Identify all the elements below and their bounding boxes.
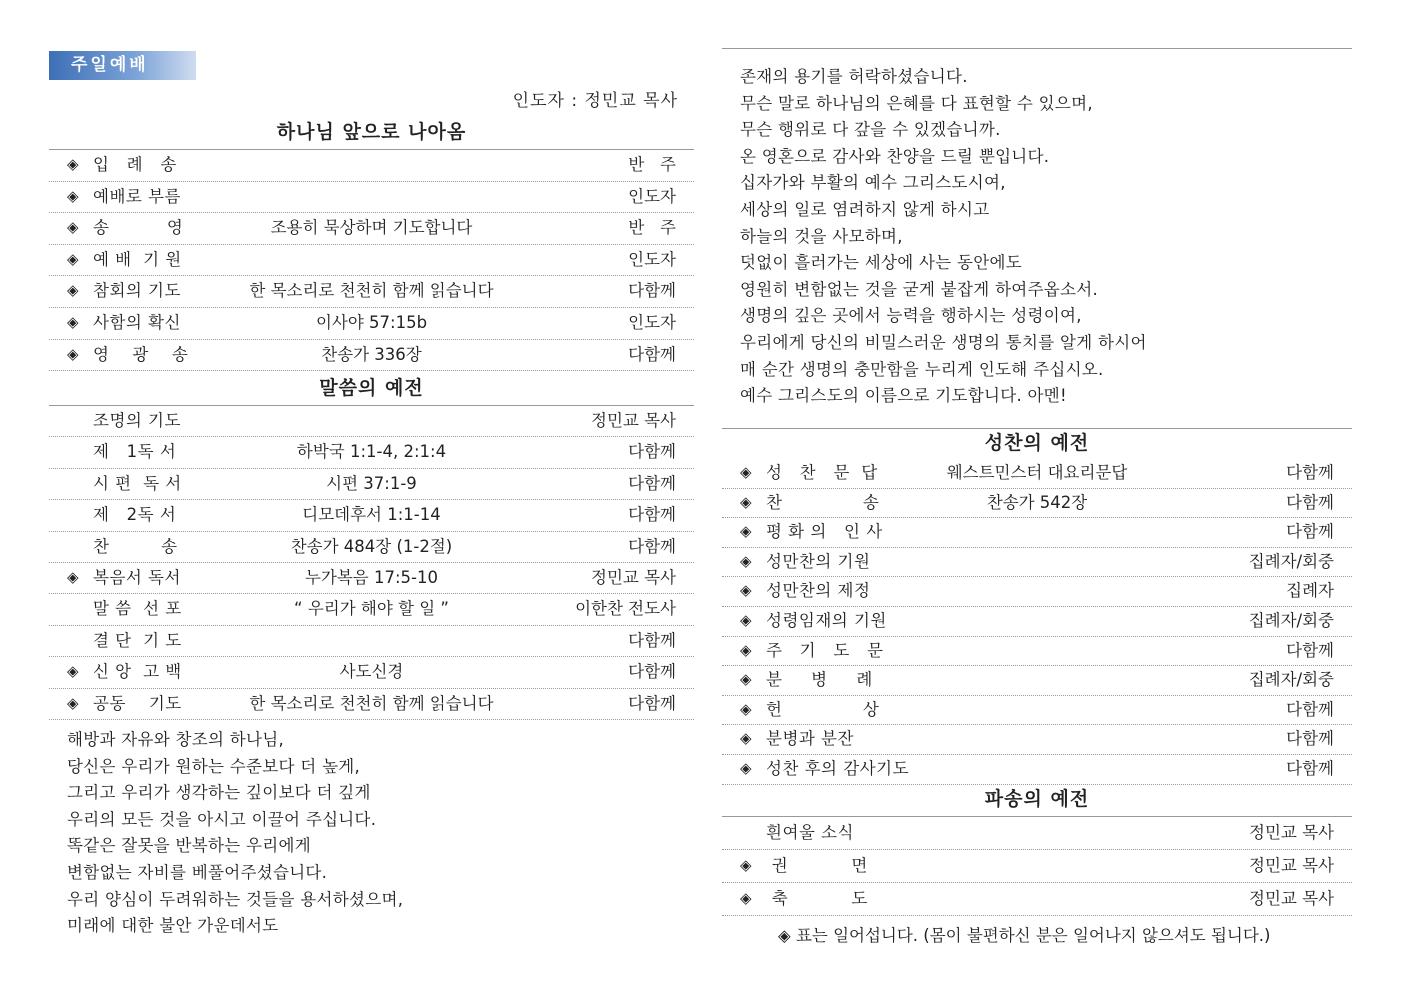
order-row — [49, 307, 694, 340]
order-item-leader: 반 주 — [628, 218, 676, 238]
order-item-leader: 다함께 — [1286, 463, 1334, 482]
order-item-leader: 이한찬 전도사 — [575, 599, 676, 619]
prayer-line: 온 영혼으로 감사와 찬양을 드릴 뿐입니다. — [740, 146, 1050, 166]
order-row — [722, 606, 1352, 637]
prayer-line: 예수 그리스도의 이름으로 기도합니다. 아멘! — [740, 386, 1067, 406]
order-item-detail: 이사야 57:15b — [315, 313, 428, 332]
order-row — [49, 405, 694, 437]
order-item-name: 성찬 후의 감사기도 — [766, 759, 910, 778]
diamond-icon: ◈ — [740, 551, 752, 570]
order-item-detail: 하박국 1:1-4, 2:1:4 — [296, 442, 447, 462]
prayer-line: 덧없이 흘러가는 세상에 사는 동안에도 — [740, 253, 1023, 273]
order-item-leader: 다함께 — [1286, 492, 1334, 512]
order-item-detail: 조용히 묵상하며 기도합니다 — [270, 218, 473, 238]
order-item-leader: 다함께 — [628, 442, 676, 462]
order-item-name: 헌 상 — [766, 699, 880, 719]
order-row — [722, 849, 1352, 883]
standing-note — [778, 922, 1270, 946]
order-item-name: 제 1독 서 — [93, 442, 177, 462]
order-item-leader: 다함께 — [628, 505, 676, 525]
diamond-icon: ◈ — [740, 729, 752, 748]
prayer-line: 존재의 용기를 허락하셨습니다. — [740, 67, 968, 86]
order-row — [722, 724, 1352, 755]
order-item-name: 결 단 기 도 — [93, 630, 182, 650]
diamond-icon: ◈ — [740, 611, 752, 629]
prayer-line: 미래에 대한 불안 가운데서도 — [67, 916, 279, 936]
divider — [722, 48, 1352, 49]
prayer-line: 무슨 말로 하나님의 은혜를 다 표현할 수 있으며, — [740, 93, 1093, 113]
order-item-name: 참회의 기도 — [93, 281, 181, 301]
prayer-line: 우리에게 당신의 비밀스러운 생명의 통치를 알게 하시어 — [740, 332, 1147, 352]
order-item-leader: 집례자 — [1286, 581, 1334, 601]
order-item-name: 분 병 례 — [766, 670, 873, 690]
order-item-detail: 한 목소리로 천천히 함께 읽습니다 — [249, 693, 494, 713]
order-item-name: 송 영 — [93, 218, 184, 238]
prayer-line: 변함없는 자비를 베풀어주셨습니다. — [67, 862, 328, 882]
order-item-name: 평 화 의 인 사 — [766, 522, 883, 542]
order-item-leader: 다함께 — [1286, 640, 1334, 660]
prayer-line: 당신은 우리가 원하는 수준보다 더 높게, — [67, 756, 361, 776]
order-item-leader: 정민교 목사 — [591, 568, 676, 587]
order-item-leader: 다함께 — [1286, 699, 1334, 719]
prayer-line: 무슨 행위로 다 갚을 수 있겠습니까. — [740, 120, 1001, 140]
prayer-line: 우리의 모든 것을 아시고 이끌어 주십니다. — [67, 809, 377, 829]
service-tag: 주일예배 — [49, 51, 196, 80]
section-title-communion: 성찬의 예전 — [984, 432, 1090, 454]
order-item-detail: 찬송가 542장 — [986, 492, 1088, 512]
order-row — [49, 212, 694, 245]
prayer-line: 똑같은 잘못을 반복하는 우리에게 — [67, 836, 311, 856]
order-item-leader: 집례자/회중 — [1248, 670, 1334, 690]
order-row — [49, 593, 694, 625]
prayer-line: 십자가와 부활의 예수 그리스도시여, — [740, 173, 1006, 193]
prayer-line: 매 순간 생명의 충만함을 누리게 인도해 주십시오. — [740, 359, 1104, 379]
order-item-detail: 한 목소리로 천천히 함께 읽습니다 — [249, 281, 494, 301]
prayer-line: 세상의 일로 염려하지 않게 하시고 — [740, 199, 990, 219]
order-item-leader: 다함께 — [628, 693, 676, 713]
prayer-line: 우리 양심이 두려워하는 것들을 용서하셨으며, — [67, 889, 404, 909]
prayer-line: 영원히 변함없는 것을 굳게 붙잡게 하여주옵소서. — [740, 279, 1099, 299]
order-item-name: 성 찬 문 답 — [766, 463, 878, 482]
order-item-name: 축 도 — [766, 889, 868, 908]
order-item-leader: 다함께 — [628, 344, 676, 364]
order-item-leader: 다함께 — [628, 662, 676, 682]
order-row — [722, 458, 1352, 489]
order-item-detail: 시편 37:1-9 — [326, 473, 417, 493]
order-item-leader: 인도자 — [628, 249, 676, 269]
order-item-name: 말 씀 선 포 — [93, 599, 182, 619]
diamond-icon: ◈ — [67, 155, 79, 173]
worship-leader: 인도자 : 정민교 목사 — [512, 91, 678, 111]
diamond-icon: ◈ — [740, 759, 752, 777]
order-row — [49, 181, 694, 214]
order-item-leader: 반 주 — [628, 155, 676, 174]
diamond-icon: ◈ — [740, 522, 752, 541]
order-item-name: 분병과 분잔 — [766, 729, 854, 749]
order-row — [722, 754, 1352, 785]
order-item-detail: 찬송가 484장 (1-2절) — [290, 536, 453, 556]
diamond-icon: ◈ — [740, 640, 752, 659]
order-row — [49, 149, 694, 182]
order-item-name: 찬 송 — [93, 536, 178, 556]
diamond-icon: ◈ — [67, 186, 79, 205]
order-item-name: 신 앙 고 백 — [93, 662, 182, 682]
diamond-icon: ◈ — [778, 926, 791, 945]
order-item-leader: 정민교 목사 — [1249, 856, 1334, 875]
confession-prayer-continued — [740, 64, 1147, 410]
order-item-leader: 다함께 — [1286, 729, 1334, 749]
diamond-icon: ◈ — [67, 313, 79, 331]
section-title-word: 말씀의 예전 — [319, 377, 424, 399]
confession-prayer-text — [67, 727, 403, 940]
prayer-line: 그리고 우리가 생각하는 깊이보다 더 깊게 — [67, 783, 371, 803]
order-row — [722, 695, 1352, 726]
diamond-icon: ◈ — [740, 699, 752, 718]
order-item-detail: 찬송가 336장 — [321, 344, 422, 364]
order-item-leader: 다함께 — [1286, 759, 1334, 778]
order-item-detail: 디모데후서 1:1-14 — [302, 505, 441, 525]
order-row — [49, 244, 694, 277]
diamond-icon: ◈ — [67, 568, 79, 586]
order-row — [49, 499, 694, 531]
order-item-detail: 누가복음 17:5-10 — [304, 568, 438, 587]
diamond-icon: ◈ — [67, 344, 79, 363]
order-row — [49, 436, 694, 468]
order-row — [49, 275, 694, 308]
prayer-line: 해방과 자유와 창조의 하나님, — [67, 730, 285, 749]
order-row — [722, 517, 1352, 548]
order-item-name: 주 기 도 문 — [766, 640, 884, 660]
order-item-leader: 다함께 — [628, 536, 676, 556]
order-item-leader: 집례자/회중 — [1248, 611, 1334, 630]
order-row — [49, 656, 694, 688]
order-item-leader: 집례자/회중 — [1248, 551, 1334, 571]
order-row — [49, 688, 694, 720]
prayer-line: 생명의 깊은 곳에서 능력을 행하시는 성령이여, — [740, 306, 1082, 326]
order-row — [722, 576, 1352, 607]
diamond-icon: ◈ — [740, 492, 752, 511]
order-item-leader: 다함께 — [628, 630, 676, 650]
order-item-name: 성령임재의 기원 — [766, 611, 887, 630]
order-item-leader: 인도자 — [628, 313, 676, 332]
order-row — [49, 468, 694, 500]
order-row — [722, 488, 1352, 519]
order-item-leader: 인도자 — [628, 186, 676, 206]
order-row — [722, 816, 1352, 850]
diamond-icon: ◈ — [67, 693, 79, 712]
order-item-leader: 다함께 — [628, 281, 676, 301]
order-item-name: 제 2독 서 — [93, 505, 177, 525]
order-item-detail: “ 우리가 해야 할 일 ” — [294, 599, 449, 619]
prayer-line: 하늘의 것을 사모하며, — [740, 226, 903, 246]
section-title-sending: 파송의 예전 — [984, 788, 1090, 810]
standing-note-text: 표는 일어섭니다. (몸이 불편하신 분은 일어나지 않으셔도 됩니다.) — [795, 926, 1271, 945]
order-item-leader: 다함께 — [628, 473, 676, 493]
order-item-leader: 정민교 목사 — [1249, 823, 1334, 842]
order-item-name: 찬 송 — [766, 492, 880, 512]
order-item-detail: 웨스트민스터 대요리문답 — [946, 463, 1128, 482]
order-item-leader: 정민교 목사 — [591, 411, 676, 430]
order-item-name: 시 편 독 서 — [93, 473, 182, 493]
diamond-icon: ◈ — [67, 662, 79, 681]
diamond-icon: ◈ — [67, 249, 79, 268]
order-item-name: 권 면 — [766, 856, 868, 875]
order-item-name: 예 배 기 원 — [93, 249, 182, 269]
order-item-name: 성만찬의 기원 — [766, 551, 871, 571]
order-row — [49, 531, 694, 563]
order-row — [722, 665, 1352, 696]
order-item-name: 사함의 확신 — [93, 313, 181, 332]
order-item-name: 예배로 부름 — [93, 186, 181, 206]
order-item-detail: 사도신경 — [339, 662, 404, 682]
diamond-icon: ◈ — [740, 463, 752, 481]
diamond-icon: ◈ — [740, 581, 752, 600]
order-row — [49, 625, 694, 657]
diamond-icon: ◈ — [67, 281, 79, 300]
order-item-name: 복음서 독서 — [93, 568, 181, 587]
section-title-approach: 하나님 앞으로 나아옴 — [276, 121, 467, 143]
diamond-icon: ◈ — [67, 218, 79, 237]
diamond-icon: ◈ — [740, 670, 752, 689]
order-item-leader: 다함께 — [1286, 522, 1334, 542]
order-item-name: 입 례 송 — [93, 155, 177, 174]
order-row — [722, 882, 1352, 916]
diamond-icon: ◈ — [740, 889, 752, 907]
order-row — [49, 339, 694, 372]
order-item-name: 조명의 기도 — [93, 411, 181, 430]
order-item-name: 성만찬의 제정 — [766, 581, 871, 601]
order-row — [49, 562, 694, 594]
diamond-icon: ◈ — [740, 856, 752, 874]
order-item-name: 흰여울 소식 — [766, 823, 854, 842]
order-item-name: 공동 기도 — [93, 693, 182, 713]
order-item-name: 영 광 송 — [93, 344, 189, 364]
order-item-leader: 정민교 목사 — [1249, 889, 1334, 908]
order-row — [722, 547, 1352, 578]
order-row — [722, 636, 1352, 667]
